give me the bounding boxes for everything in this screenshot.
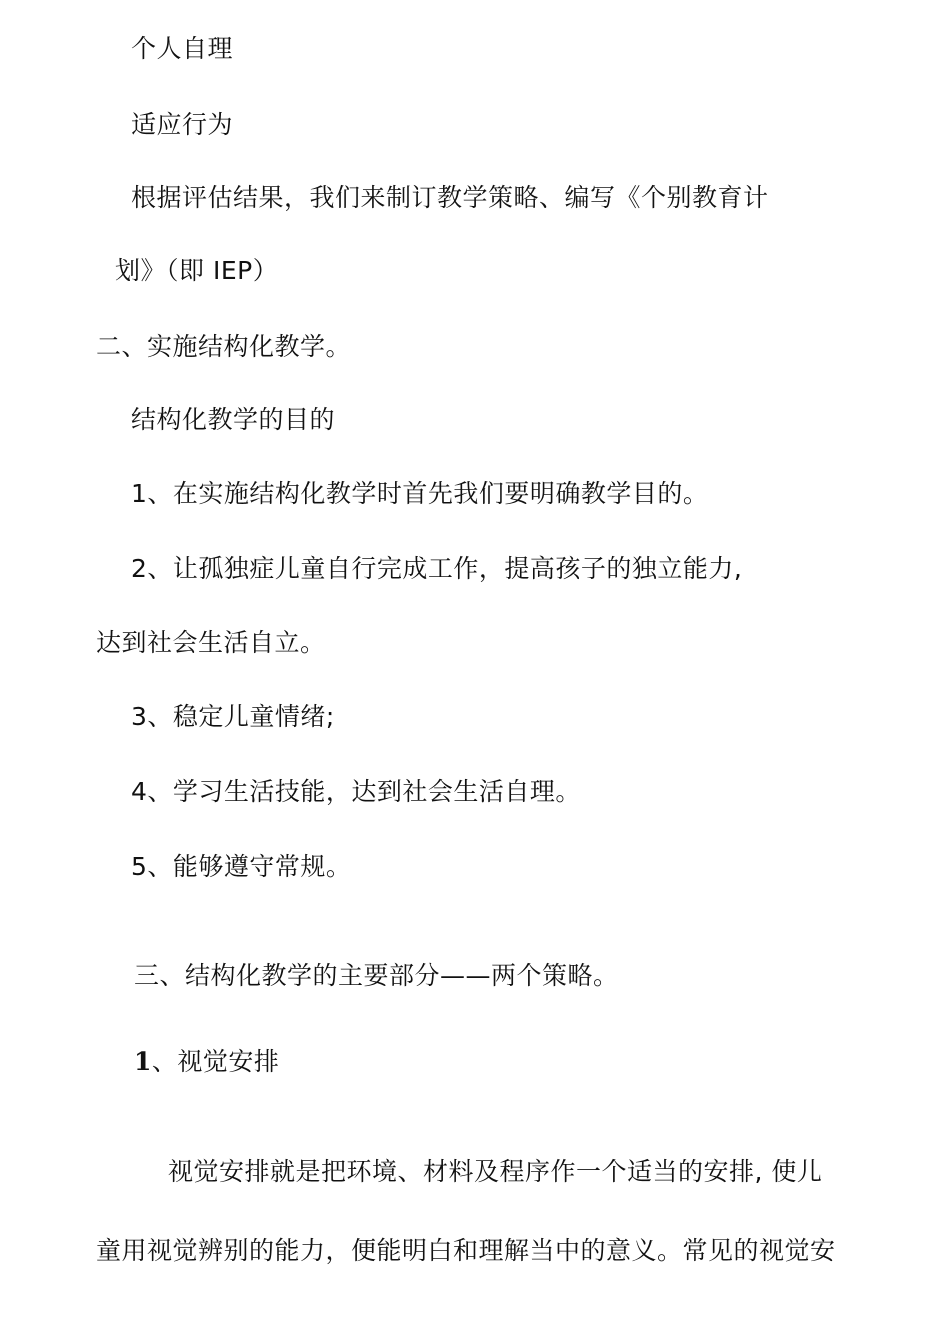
text-line: 适应行为: [131, 110, 234, 139]
text-line: 划》（即 IEP）: [115, 256, 279, 285]
list-item: 4、学习生活技能，达到社会生活自理。: [131, 777, 581, 806]
text-line: 童用视觉辨别的能力，便能明白和理解当中的意义。常见的视觉安: [96, 1236, 836, 1265]
section-heading: 二、实施结构化教学。: [96, 332, 352, 361]
subsection-title: 、视觉安排: [151, 1047, 280, 1076]
subsection-heading: [134, 1046, 279, 1078]
list-item: 3、稳定儿童情绪;: [131, 702, 335, 731]
text-line: 视觉安排就是把环境、材料及程序作一个适当的安排, 使儿: [168, 1157, 823, 1186]
list-item: 2、让孤独症儿童自行完成工作，提高孩子的独立能力,: [131, 554, 743, 583]
text-line: 达到社会生活自立。: [96, 628, 326, 657]
list-item: 1、在实施结构化教学时首先我们要明确教学目的。: [131, 479, 709, 508]
subsection-number: 1: [134, 1047, 152, 1076]
text-line: 个人自理: [131, 34, 234, 63]
subheading: 结构化教学的目的: [131, 405, 336, 434]
section-heading: 三、结构化教学的主要部分——两个策略。: [134, 961, 619, 990]
list-item: 5、能够遵守常规。: [131, 852, 352, 881]
text-line: 根据评估结果，我们来制订教学策略、编写《个别教育计: [131, 183, 769, 212]
